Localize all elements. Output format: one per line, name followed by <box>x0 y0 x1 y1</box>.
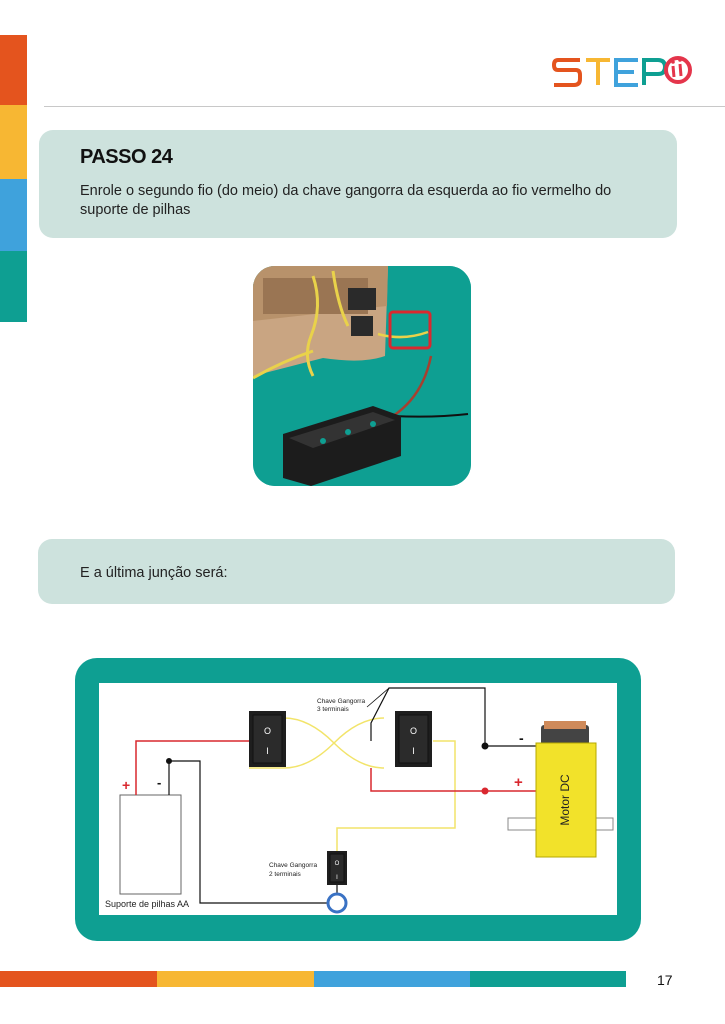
junction-highlight-circle <box>328 894 346 912</box>
step-title: PASSO 24 <box>80 146 173 168</box>
battery-plus-sign: + <box>122 777 131 793</box>
side-bar-blue <box>0 179 27 251</box>
junction-text: E a última junção será: <box>80 565 228 581</box>
switch-left-on-label: O <box>263 726 272 736</box>
switch-right-off-label: I <box>412 746 415 756</box>
step-photo <box>253 266 471 486</box>
battery-holder <box>120 795 181 894</box>
switch-small-off-label: I <box>336 875 338 881</box>
footer-bar-orange <box>0 971 157 987</box>
side-bar-teal <box>0 251 27 322</box>
page-number: 17 <box>657 972 673 988</box>
header-divider <box>44 106 725 107</box>
switch-left-off-label: I <box>266 746 269 756</box>
footer-bar-blue <box>314 971 470 987</box>
switch3-label-line2: 3 terminais <box>317 706 349 713</box>
side-bar-yellow <box>0 105 27 179</box>
switch-right-on-label: O <box>409 726 418 736</box>
battery-label: Suporte de pilhas AA <box>105 899 190 909</box>
switch-small-on-label: O <box>334 861 340 867</box>
side-bar-orange <box>0 35 27 105</box>
battery-minus-sign: - <box>157 775 162 790</box>
wiring-diagram-svg <box>99 683 617 915</box>
motor-minus-sign: - <box>519 730 524 746</box>
switch3-label-line1: Chave Gangorra <box>317 698 366 705</box>
motor-plus-sign: + <box>514 774 523 791</box>
switch2-label-line1: Chave Gangorra <box>269 862 318 869</box>
wiring-diagram <box>99 683 617 915</box>
motor-label: Motor DC <box>558 774 572 826</box>
step-instruction: Enrole o segundo fio (do meio) da chave gangorra da esquerda ao fio vermelho do suporte de pilhas <box>80 183 612 218</box>
switch2-label-line2: 2 terminais <box>269 871 301 878</box>
step-logo <box>552 52 692 92</box>
footer-bar-yellow <box>157 971 314 987</box>
photo-illustration <box>253 266 471 486</box>
footer-bar-teal <box>470 971 626 987</box>
